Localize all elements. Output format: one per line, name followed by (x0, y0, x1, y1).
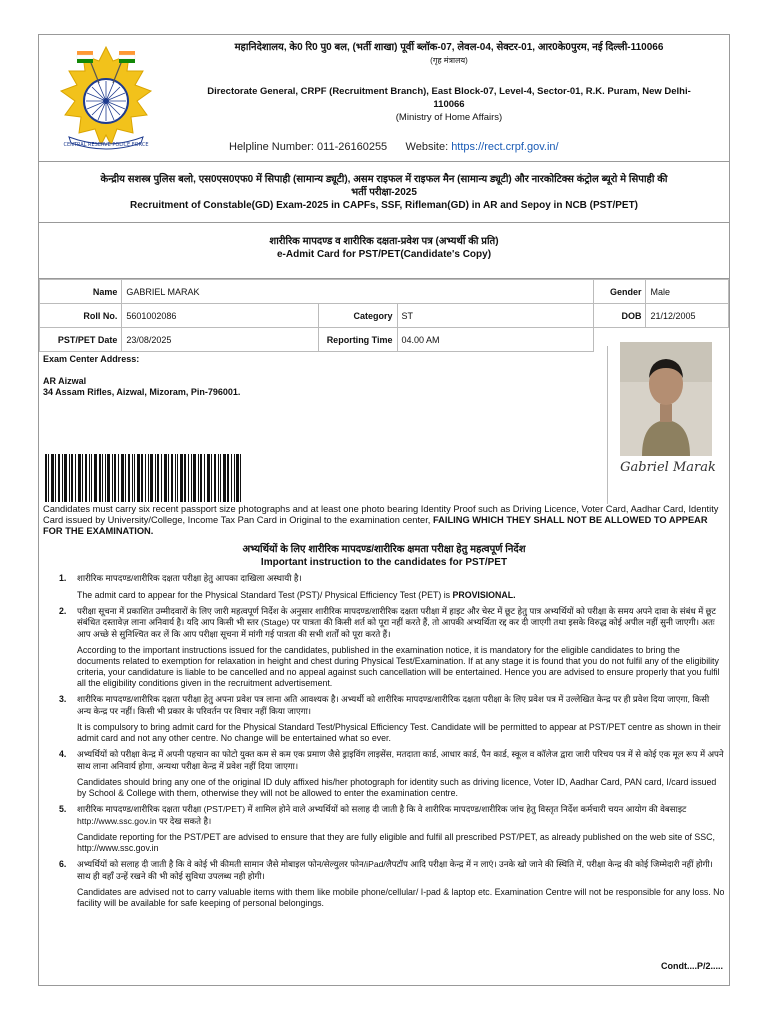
date-label: PST/PET Date (40, 328, 122, 352)
instructions-hindi-title: अभ्यर्थियों के लिए शारीरिक मापदण्ड/शारीरिक क्षमता परीक्षा हेतु महत्वपूर्ण निर्देश (242, 544, 526, 555)
list-item: 1. शारीरिक मापदण्ड/शारीरिक दक्षता परीक्षा हेतु आपका दाखिला अस्थायी है। The admit card to appear for the Physical Standard Test (PST)/ Physical Efficiency Test (PET) is PROVISIONAL. (59, 573, 516, 600)
requirement-warning: FAILING WHICH THEY SHALL NOT BE ALLOWED TO APPEAR FOR THE EXAMINATION. (43, 515, 708, 536)
document-requirement (43, 504, 727, 537)
recruitment-title (39, 163, 729, 223)
name-value: GABRIEL MARAK (122, 280, 593, 304)
hindi-address: महानिदेशालय, के0 रि0 पु0 बल, (भर्ती शाखा) पूर्वी ब्लॉक-07, लेवल-04, सेक्टर-01, आर0के0पुरम, नई दिल्ली-110066 (234, 42, 664, 53)
english-ministry: (Ministry of Home Affairs) (395, 112, 503, 123)
admit-english-title: e-Admit Card for PST/PET(Candidate's Copy) (276, 249, 492, 260)
header (39, 35, 729, 162)
requirement-text: Candidates must carry six recent passport size photographs and at least one photo bearing Identity Proof such as Driving Licence, Voter Card, Aadhar Card, Identity Card issued by University/College, Income Tax Pan Card in Original to the examination center, (43, 504, 719, 525)
category-value: ST (397, 304, 593, 328)
helpline-row (229, 141, 559, 153)
dob-value: 21/12/2005 (646, 304, 729, 328)
person-photo-icon (620, 342, 712, 456)
exam-center-name: AR Aizwal (43, 376, 87, 386)
logo-text: CENTRAL RESERVE POLICE FORCE (63, 142, 149, 148)
website-label: Website: (405, 141, 449, 153)
recruitment-english-title: Recruitment of Constable(GD) Exam-2025 in CAPFs, SSF, Rifleman(GD) in AR and Sepoy in NCB (PST/PET) (129, 200, 639, 211)
english-address: Directorate General, CRPF (Recruitment Branch), East Block-07, Level-4, Sector-01, R.K. Puram, New Delhi-110066 (207, 86, 691, 110)
category-label: Category (319, 304, 398, 328)
crpf-emblem-icon (47, 43, 165, 153)
list-item: 5. शारीरिक मापदण्ड/शारीरिक दक्षता परीक्षा (PST/PET) में शामिल होने वाले अभ्यर्थियों को सलाह दी जाती है कि वे शारीरिक मापदण्ड/शारीरिक जांच हेतु विस्तृत निर्देश कर्मचारी चयन आयोग की वेबसाइट http://www.ssc.gov.in पर देख सकते है। Candidate reporting for the PST/PET are advised to ensure that they are fully eligible and fulfil all prescribed PST/PET, as already published on the web site of SSC, http://www.ssc.gov.in (59, 804, 715, 853)
instructions-title (39, 543, 729, 569)
candidate-photo (620, 342, 712, 456)
date-value: 23/08/2025 (122, 328, 319, 352)
table-row (40, 304, 729, 328)
table-row (40, 280, 729, 304)
helpline-number: Helpline Number: 011-26160255 (229, 141, 388, 153)
time-label: Reporting Time (319, 328, 398, 352)
time-value: 04.00 AM (397, 328, 593, 352)
instructions-english-title: Important instruction to the candidates for PST/PET (260, 557, 508, 568)
website-link[interactable]: https://rect.crpf.gov.in/ (451, 141, 559, 153)
recruitment-hindi-title: केन्द्रीय सशस्त्र पुलिस बलो, एस0एस0एफ0 में सिपाही (सामान्य ड्यूटी), असम राइफल में राइफल मैन (सामान्य ड्यूटी) और नारकोटिक्स कंट्रोल ब्यूरो मे सिपाही की भर्ती परीक्षा-2025 (100, 174, 668, 198)
name-label: Name (40, 280, 122, 304)
list-item: 6. अभ्यर्थियों को सलाह दी जाती है कि वे कोई भी कीमती सामान जैसे मोबाइल फोन/सेल्युलर फोन/iPad/लैपटॉप आदि परीक्षा केन्द्र में न लाएं। उनके खो जाने की स्थिति में, परीक्षा केन्द्र की कोई जिम्मेदारी नहीं होगी। साथ ही वहाँ उन्हें रखने की भी कोई सुविधा उपलब्ध नही होगी। Candidates are advised not to carry valuable items with them like mobile phone/cellular/ I-pad & laptop etc. Examination Centre will not be responsible for any loss. No facility will be available for safe keeping of personal belongings. (59, 859, 725, 908)
list-item: 4. अभ्यर्थियों को परीक्षा केन्द्र में अपनी पहचान का फोटो युक्त कम से कम एक प्रमाण जैसे ड्राइविंग लाइसेंस, मतदाता कार्ड, आधार कार्ड, पैन कार्ड, स्कूल व कॉलेज द्वारा जारी परिचय पत्र में से कोई एक मूल रूप में अपने साथ लाना अनिवार्य होगा, अन्यथा परीक्षा केन्द्र में प्रवेश नहीं दिया जाएगा। Candidates should bring any one of the original ID duly affixed his/her photograph for identity such as driving licence, Voter ID, Aadhar Card, PAN card, I/card issued by School & College with them, otherwise they will not be allowed to enter the examination centre. (59, 749, 724, 798)
hindi-ministry: (गृह मंत्रालय) (430, 56, 468, 65)
exam-center-address: 34 Assam Rifles, Aizwal, Mizoram, Pin-796001. (43, 387, 241, 397)
admit-card-page (38, 34, 730, 986)
list-item: 2. परीक्षा सूचना में प्रकाशित उम्मीदवारों के लिए जारी महत्वपूर्ण निर्देश के अनुसार शारीरिक मापदण्ड/शारीरिक दक्षता परीक्षा में हाइट और चेस्ट में छूट हेतु पात्र अभ्यर्थियों को परीक्षा के समय अपने दावा के संबंध में छूट संबंधित दस्तावेज़ लाना अनिवार्य है। यदि आप किसी भी स्तर (Stage) पर पात्रता की किसी शर्त को पूरा नहीं करते हैं, तो आपकी अभ्यर्थिता रद्द कर दी जाएगी तथा इसके विरुद्ध कोई अपील नहीं सुनी जाएगी। अतः आप अच्छे से सुनिश्चित कर लें कि आप परीक्षा सूचना में मांगी गई पात्रता की सभी शर्तों को पूरा करते हैं। According to the important instructions issued for the candidates, published in the examination notice, it is mandatory for the eligible candidates to bring the documents related to exemption for relaxation in height and chest during Physical Test/Examination. If at any stage it is found that you do not fulfil any of the eligibility criteria, your candidature is liable to be cancelled and no appeal against such cancellation will be entertained. Hence you are advised to ensure properly that you fulfil all the eligibility conditions given in the recruitment advertisement. (59, 605, 720, 688)
dob-label: DOB (593, 304, 646, 328)
admit-card-title (39, 223, 729, 279)
instruction-list (39, 573, 729, 914)
roll-value: 5601002086 (122, 304, 319, 328)
continued-note: Condt....P/2..... (660, 961, 723, 971)
admit-hindi-title: शारीरिक मापदण्ड व शारीरिक दक्षता-प्रवेश पत्र (अभ्यर्थी की प्रति) (269, 236, 499, 247)
roll-label: Roll No. (40, 304, 122, 328)
gender-value: Male (646, 280, 729, 304)
exam-center-label: Exam Center Address: (43, 354, 140, 364)
barcode-icon (45, 454, 241, 502)
header-text (179, 41, 719, 124)
gender-label: Gender (593, 280, 646, 304)
list-item: 3. शारीरिक मापदण्ड/शारीरिक दक्षता परीक्षा हेतु अपना प्रवेश पत्र लाना अति आवश्यक है। अभ्यर्थी को शारीरिक मापदण्ड/शारीरिक दक्षता परीक्षा के लिए प्रवेश पत्र में उल्लेखित केन्द्र पर ही प्रवेश दिया जाएगा, किसी अन्य केन्द्र पर नहीं। किसी भी प्रकार के परिवर्तन पर विचार नहीं किया जाएगा। It is compulsory to bring admit card for the Physical Standard Test/Physical Efficiency Test. Candidate will be permitted to appear at PST/PET centre as shown in their admit card and not any other centre. No change will be entertained what so ever. (59, 694, 721, 743)
exam-center-box (39, 346, 608, 504)
candidate-signature: Gabriel Marak (620, 460, 716, 475)
